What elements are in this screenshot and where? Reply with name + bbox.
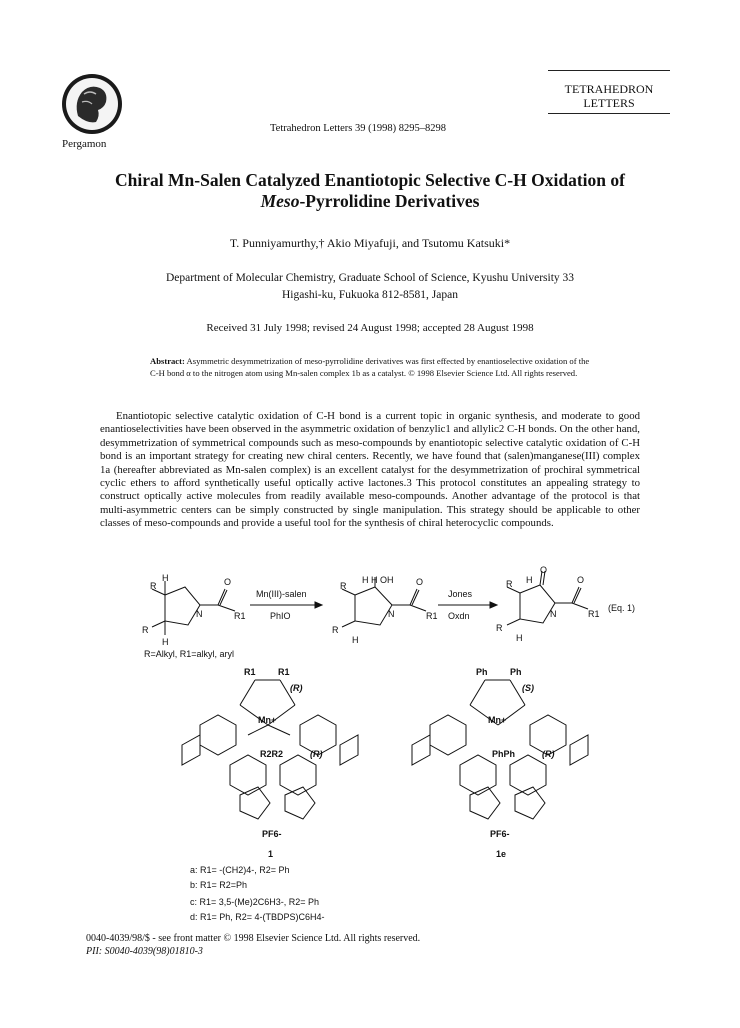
title-line2	[80, 191, 660, 212]
complex-1-config-bottom: (R)	[310, 749, 323, 759]
received-dates: Received 31 July 1998; revised 24 August 1998; accepted 28 August 1998	[206, 322, 534, 334]
intermediate-oh: OH	[380, 575, 394, 585]
substrate-h-bottom: H	[162, 637, 169, 647]
product-o-ring: O	[540, 565, 548, 575]
complex-1e-label: 1e	[496, 849, 507, 859]
complex-1e-pf6: PF6-	[490, 829, 510, 839]
affiliation-line1: Department of Molecular Chemistry, Graduate School of Science, Kyushu University 33	[165, 272, 575, 284]
footer-pii: PII: S0040-4039(98)01810-3	[86, 946, 203, 957]
abstract-text: Asymmetric desymmetrization of meso-pyrrolidine derivatives was first effected by enantioselective oxidation of the C-H bond α to the nitrogen atom using Mn-salen complex 1b as a catalyst. © 1998 Elsevier Science Ltd. All rights reserved.	[150, 356, 590, 378]
affiliation-line2: Higashi-ku, Fukuoka 812-8581, Japan	[282, 289, 458, 301]
legend-a: a: R1= -(CH2)4-, R2= Ph	[190, 865, 290, 875]
complex-1-config-top: (R)	[290, 683, 303, 693]
equation-label: (Eq. 1)	[608, 603, 636, 613]
substrate-structure	[152, 581, 235, 635]
substrate-n: N	[196, 609, 203, 619]
product-structure	[507, 571, 588, 625]
legend-b: b: R1= R2=Ph	[190, 880, 248, 890]
intermediate-n: N	[388, 609, 395, 619]
intermediate-o: O	[416, 577, 424, 587]
complex-1e-ph-left: Ph	[476, 667, 488, 677]
footer	[86, 932, 420, 958]
authors: T. Punniyamurthy,† Akio Miyafuji, and Tsutomu Katsuki*	[229, 236, 511, 250]
intermediate-h: H H	[362, 575, 378, 585]
intermediate-r-top: R	[340, 581, 347, 591]
abstract	[150, 356, 590, 379]
complex-1e-ph-right: Ph	[510, 667, 522, 677]
body-paragraph: Enantiotopic selective catalytic oxidation of C-H bond is a current topic in organic synthesis, and moderate to good enantioselectivities have been observed in the asymmetric oxidation of benzylic1 and allylic2 C-H bonds. On the other hand, desymmetrization of symmetrical compounds such as meso-compounds by enantiotopic selective catalytic oxidation of C-H bond is an important strategy for creating new chiral centers. Recently, we have found that (salen)manganese(III) complex 1a (hereafter abbreviated as Mn-salen complex) is an excellent catalyst for the desymmetrization of prochiral symmetrical cyclic ethers to afford synthetically useful optically active lactones.3 This protocol constitutes an appealing strategy to construct optically active molecules from readily available meso-compounds. Another advantage of the protocol is that multi-asymmetric centers can be simply constructed by single manipulation. This strategy should be applicable to other classes of meso-compounds and provide a useful tool for the synthesis of chiral heterocyclic compounds.	[100, 410, 640, 530]
complex-1-mn: Mn+	[258, 715, 277, 725]
product-r1: R1	[588, 609, 600, 619]
header-rule-top	[548, 70, 670, 71]
reagent2-top: Jones	[448, 589, 473, 599]
publisher-logo	[60, 72, 124, 136]
reaction-arrow-1-head	[315, 602, 322, 608]
substrate-r1: R1	[234, 611, 246, 621]
header-rule-bottom	[548, 113, 670, 114]
intermediate-r1: R1	[426, 611, 438, 621]
intermediate-h-bottom: H	[352, 635, 359, 645]
complex-1-pf6: PF6-	[262, 829, 282, 839]
complex-1e-config-top: (S)	[522, 683, 534, 693]
substrate-r-bottom: R	[142, 625, 149, 635]
title-line1: Chiral Mn-Salen Catalyzed Enantiotopic Selective C-H Oxidation of	[115, 170, 625, 190]
legend-d: d: R1= Ph, R2= 4-(TBDPS)C6H4-	[190, 912, 325, 922]
substrate-r-top: R	[150, 581, 157, 591]
legend-continued	[190, 895, 325, 925]
reagent2-bottom: Oxdn	[448, 611, 470, 621]
product-o: O	[577, 575, 585, 585]
substituent-note: R=Alkyl, R1=alkyl, aryl	[144, 649, 235, 659]
complex-1e-config-bottom: (R)	[542, 749, 555, 759]
journal-name-line1: TETRAHEDRON	[564, 82, 654, 96]
product-r-bottom: R	[496, 623, 503, 633]
journal-name-line2: LETTERS	[583, 96, 635, 110]
citation-line: Tetrahedron Letters 39 (1998) 8295–8298	[270, 123, 446, 134]
intermediate-r-bottom: R	[332, 625, 339, 635]
affiliation	[90, 270, 650, 304]
reagent1-top: Mn(III)-salen	[256, 589, 307, 599]
product-n: N	[550, 609, 557, 619]
product-h-bottom: H	[516, 633, 523, 643]
substrate-o: O	[224, 577, 232, 587]
legend-c: c: R1= 3,5-(Me)2C6H3-, R2= Ph	[190, 897, 320, 907]
footer-copyright: 0040-4039/98/$ - see front matter © 1998 Elsevier Science Ltd. All rights reserved.	[86, 933, 421, 944]
reaction-scheme	[130, 565, 690, 895]
reaction-arrow-2-head	[490, 602, 497, 608]
title-rest: -Pyrrolidine Derivatives	[299, 191, 480, 211]
substrate-h-top: H	[162, 573, 169, 583]
product-r-top: R	[506, 579, 513, 589]
abstract-label: Abstract:	[150, 356, 185, 366]
complex-1e-phph: PhPh	[492, 749, 516, 759]
complex-1-r2r2: R2R2	[260, 749, 284, 759]
title-italic: Meso	[260, 191, 300, 211]
product-h: H	[526, 575, 533, 585]
publisher-name: Pergamon	[62, 138, 107, 150]
article-title	[80, 170, 660, 212]
complex-1e-mn: Mn+	[488, 715, 507, 725]
complex-1-r1-right: R1	[278, 667, 290, 677]
complex-1-label: 1	[268, 849, 274, 859]
reagent1-bottom: PhIO	[270, 611, 291, 621]
complex-1-r1-left: R1	[244, 667, 256, 677]
